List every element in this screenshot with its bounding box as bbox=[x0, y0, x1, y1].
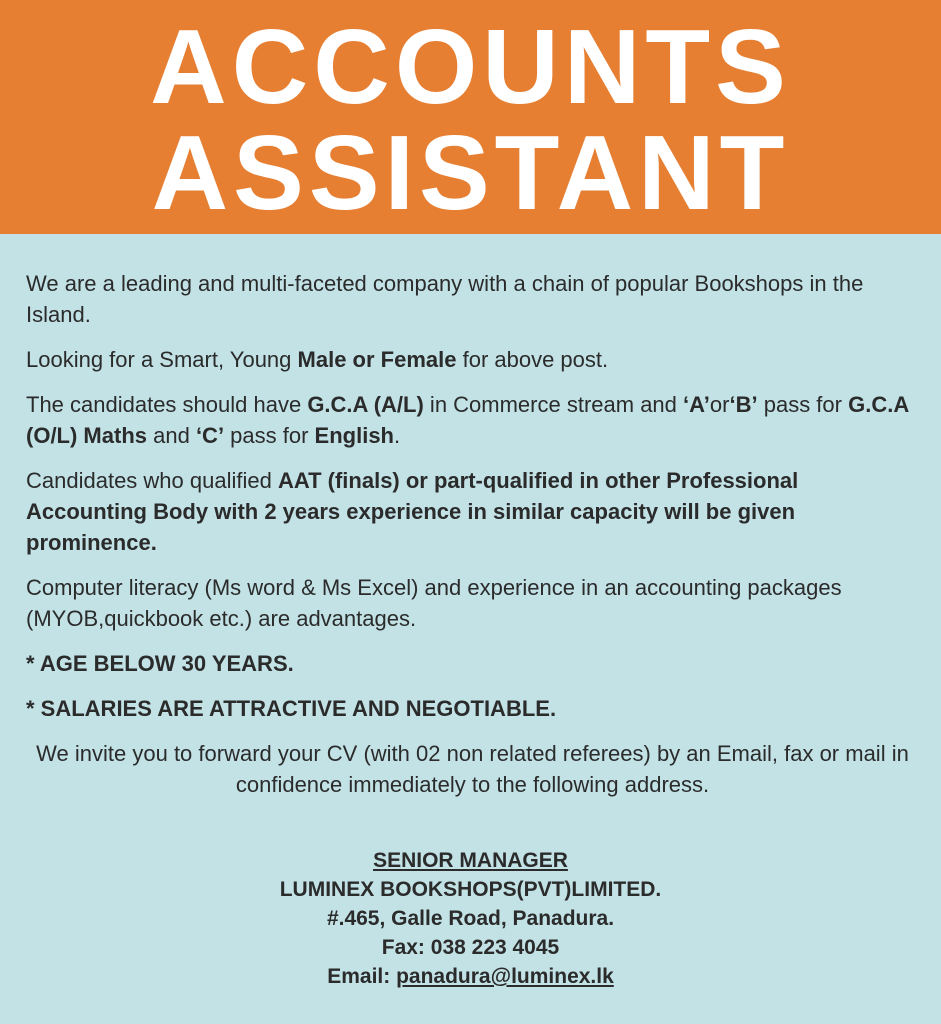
looking-for bbox=[26, 344, 919, 375]
edu-grade-a: ‘A’ bbox=[683, 392, 710, 417]
gender-requirement: Male or Female bbox=[297, 347, 457, 372]
company-intro: We are a leading and multi-faceted company with a chain of popular Bookshops in the Island. bbox=[26, 271, 864, 327]
qual-bold: AAT (finals) or part-qualified in other Professional Accounting Body with 2 years experience in similar capacity will be given prominence. bbox=[26, 468, 799, 555]
contact-fax: Fax: 038 223 4045 bbox=[381, 936, 560, 959]
job-description bbox=[26, 268, 919, 814]
edu-text: pass for bbox=[757, 392, 849, 417]
contact-title: SENIOR MANAGER bbox=[373, 849, 568, 872]
edu-grade-b: ‘B’ bbox=[729, 392, 758, 417]
edu-al: G.C.A (A/L) bbox=[307, 392, 424, 417]
looking-text: Looking for a Smart, Young bbox=[26, 347, 298, 372]
contact-address bbox=[0, 846, 941, 991]
edu-text: pass for bbox=[224, 423, 315, 448]
edu-text: or bbox=[709, 392, 730, 417]
age-requirement: * AGE BELOW 30 YEARS. bbox=[26, 651, 294, 676]
edu-ol-maths: G.C.A (O/L) Maths bbox=[26, 392, 909, 448]
qualification-preference bbox=[26, 465, 919, 558]
title-line-1: ACCOUNTS bbox=[150, 8, 791, 126]
edu-text: The candidates should have bbox=[26, 392, 308, 417]
contact-company: LUMINEX BOOKSHOPS(PVT)LIMITED. bbox=[279, 878, 662, 901]
contact-street: #.465, Galle Road, Panadura. bbox=[326, 907, 615, 930]
title-line-2: ASSISTANT bbox=[151, 114, 790, 232]
edu-text: in Commerce stream and bbox=[423, 392, 684, 417]
looking-text-end: for above post. bbox=[456, 347, 609, 372]
edu-english: English bbox=[314, 423, 394, 448]
qual-text: Candidates who qualified bbox=[26, 468, 278, 493]
application-invite: We invite you to forward your CV (with 02 non related referees) by an Email, fax or mail in confidence immediately to the following address. bbox=[36, 741, 909, 797]
edu-text: and bbox=[147, 423, 196, 448]
salary-note: * SALARIES ARE ATTRACTIVE AND NEGOTIABLE. bbox=[26, 696, 557, 721]
email-label: Email: bbox=[327, 965, 397, 988]
email-link[interactable]: panadura@luminex.lk bbox=[396, 965, 614, 988]
edu-text-end: . bbox=[394, 423, 401, 448]
contact-email-line bbox=[0, 962, 941, 991]
title-banner bbox=[0, 0, 941, 234]
education-requirement bbox=[26, 389, 919, 451]
computer-literacy: Computer literacy (Ms word & Ms Excel) and experience in an accounting packages (MYOB,quickbook etc.) are advantages. bbox=[26, 575, 842, 631]
edu-grade-c: ‘C’ bbox=[195, 423, 225, 448]
